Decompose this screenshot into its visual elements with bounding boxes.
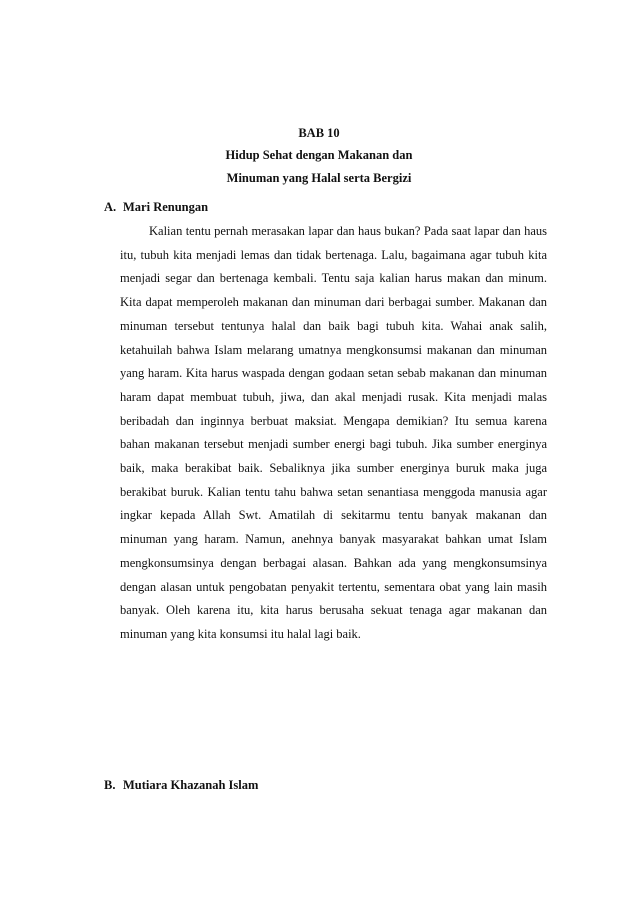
section-b-title: Mutiara Khazanah Islam: [123, 778, 259, 792]
chapter-heading: BAB 10: [298, 126, 340, 140]
section-b-letter: B.: [104, 778, 116, 792]
section-b-heading: [104, 778, 258, 793]
chapter-title-line-1: Hidup Sehat dengan Makanan dan: [225, 148, 413, 162]
section-a-title: Mari Renungan: [123, 200, 209, 214]
section-a-paragraph: Kalian tentu pernah merasakan lapar dan haus bukan? Pada saat lapar dan haus itu, tubuh kita menjadi lemas dan tidak bertenaga. Lalu, bagaimana agar tubuh kita menjadi segar dan bertenaga kembali. Tentu saja kalian harus makan dan minum. Kita dapat memperoleh makanan dan minuman dari berbagai sumber. Makanan dan minuman tersebut tentunya halal dan baik bagi tubuh kita. Wahai anak salih, ketahuilah bahwa Islam melarang umatnya mengkonsumsi makanan dan minuman yang haram. Kita harus waspada dengan godaan setan sebab makanan dan minuman haram dapat membuat tubuh, jiwa, dan akal menjadi rusak. Kita menjadi malas beribadah dan inginnya berbuat maksiat. Mengapa demikian? Itu semua karena bahan makanan tersebut menjadi sumber energi bagi tubuh. Jika sumber energinya baik, maka berakibat baik. Sebaliknya jika sumber energinya buruk maka juga berakibat buruk. Kalian tentu tahu bahwa setan senantiasa menggoda manusia agar ingkar kepada Allah Swt. Amatilah di sekitarmu tentu banyak makanan dan minuman yang haram. Namun, anehnya banyak masyarakat bahkan umat Islam mengkonsumsinya dengan berbagai alasan. Bahkan ada yang mengkonsumsinya dengan alasan untuk pengobatan penyakit tertentu, sementara obat yang lain masih banyak. Oleh karena itu, kita harus berusaha sekuat tenaga agar makanan dan minuman yang kita konsumsi itu halal lagi baik.: [120, 224, 547, 641]
chapter-title-line-2: Minuman yang Halal serta Bergizi: [226, 171, 412, 185]
section-a-heading: [104, 200, 208, 215]
section-a-letter: A.: [104, 200, 117, 214]
